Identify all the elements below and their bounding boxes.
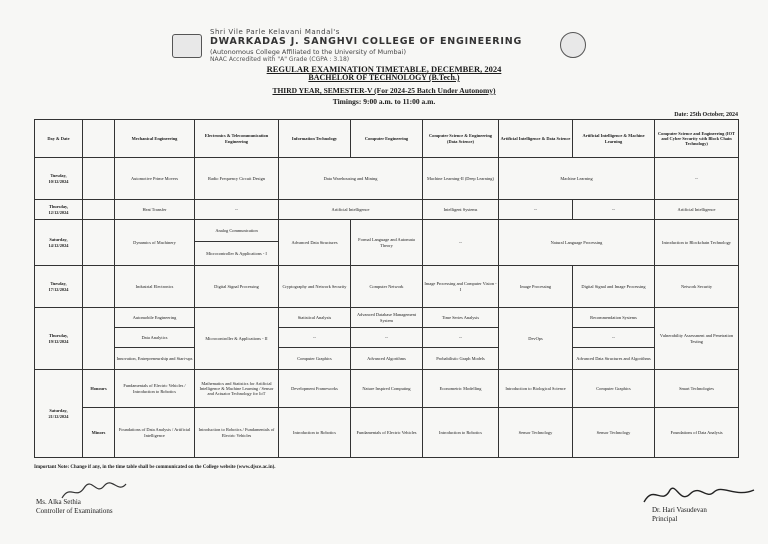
degree-title: BACHELOR OF TECHNOLOGY (B.Tech.) — [308, 73, 460, 82]
table-row — [35, 348, 739, 370]
table-cell: Heat Transfer — [115, 200, 195, 220]
important-note: Important Note: Change if any, in the time table shall be communicated on the College website (www.djsce.ac.in). — [34, 465, 276, 470]
table-cell: Introduction to Robotics — [423, 408, 499, 458]
table-row — [35, 408, 739, 458]
table-cell: Image Processing — [499, 266, 573, 308]
table-cell: Advanced Database Management System — [351, 308, 423, 328]
table-cell: -- — [499, 200, 573, 220]
table-cell: Development Frameworks — [279, 370, 351, 408]
college-seal-icon — [560, 32, 586, 58]
timings: Timings: 9:00 a.m. to 11:00 a.m. — [332, 97, 436, 106]
day-cell: Tuesday, 10/12/2024 — [35, 158, 83, 200]
table-cell: Automobile Engineering — [115, 308, 195, 328]
table-cell: Mathematics and Statistics for Artificial Intelligence & Machine Learning / Sensor and Actuator Technology for IoT — [195, 370, 279, 408]
table-cell: Probabilistic Graph Models — [423, 348, 499, 370]
col-comp: Computer Engineering — [351, 120, 423, 158]
table-cell: -- — [195, 200, 279, 220]
table-cell: Innovation, Entrepreneurship and Start-ups — [115, 348, 195, 370]
table-cell: Introduction to Robotics / Fundamentals of Electric Vehicles — [195, 408, 279, 458]
table-cell: Analog Communication — [195, 220, 279, 242]
table-row — [35, 328, 739, 348]
table-cell: Intelligent Systems — [423, 200, 499, 220]
table-cell: -- — [573, 328, 655, 348]
table-cell: Advanced Data Structures and Algorithms — [573, 348, 655, 370]
affiliation: (Autonomous College Affiliated to the University of Mumbai) — [210, 48, 407, 56]
day-cell: Saturday, 21/12/2024 — [35, 370, 83, 458]
semester-title: THIRD YEAR, SEMESTER-V (For 2024-25 Batch Under Autonomy) — [272, 86, 496, 95]
honours-label: Honours — [83, 370, 115, 408]
table-cell: Microcontroller & Applications - I — [195, 242, 279, 266]
col-iot: Computer Science and Engineering (IOT and Cyber Security with Block Chain Technology) — [655, 120, 739, 158]
table-cell: -- — [279, 328, 351, 348]
table-cell: Machine Learning — [499, 158, 655, 200]
principal-signature-block — [652, 506, 707, 524]
table-cell: Image Processing and Computer Vision - I — [423, 266, 499, 308]
table-cell: Formal Language and Automata Theory — [351, 220, 423, 266]
table-cell: Natural Language Processing — [499, 220, 655, 266]
exam-title: REGULAR EXAMINATION TIMETABLE, DECEMBER, 2024 — [266, 64, 502, 74]
minors-label: Minors — [83, 408, 115, 458]
col-csds: Computer Science & Engineering (Data Science) — [423, 120, 499, 158]
issue-date: Date: 25th October, 2024 — [674, 112, 738, 118]
day-cell: Thursday, 12/12/2024 — [35, 200, 83, 220]
table-cell: Dynamics of Machinery — [115, 220, 195, 266]
table-cell: Fundamentals of Electric Vehicles — [351, 408, 423, 458]
table-row — [35, 308, 739, 328]
table-row — [35, 200, 739, 220]
svkm-logo-icon — [172, 34, 202, 58]
table-row — [35, 220, 739, 242]
table-cell: Cryptography and Network Security — [279, 266, 351, 308]
table-cell: Automotive Prime Movers — [115, 158, 195, 200]
principal-title: Principal — [652, 515, 678, 523]
table-cell: Introduction to Robotics — [279, 408, 351, 458]
trust-name: Shri Vile Parle Kelavani Mandal's — [210, 28, 340, 36]
table-cell: Nature Inspired Computing — [351, 370, 423, 408]
table-cell: Data Analytics — [115, 328, 195, 348]
table-cell: Sensor Technology — [499, 408, 573, 458]
day-cell: Saturday, 14/12/2024 — [35, 220, 83, 266]
controller-signature-block — [36, 498, 113, 516]
table-cell: Artificial Intelligence — [279, 200, 423, 220]
table-cell: Computer Network — [351, 266, 423, 308]
college-header — [170, 22, 600, 68]
table-cell: Advanced Algorithms — [351, 348, 423, 370]
table-cell: Artificial Intelligence — [655, 200, 739, 220]
table-cell: Time Series Analysis — [423, 308, 499, 328]
table-cell: Computer Graphics — [573, 370, 655, 408]
table-cell: Sensor Technology — [573, 408, 655, 458]
controller-title: Controller of Examinations — [36, 507, 113, 515]
day-cell: Tuesday, 17/12/2024 — [35, 266, 83, 308]
table-cell: Microcontroller & Applications - II — [195, 308, 279, 370]
table-cell: Econometric Modelling — [423, 370, 499, 408]
timetable — [34, 119, 739, 458]
table-cell: Machine Learning-II (Deep Learning) — [423, 158, 499, 200]
day-cell: Thursday, 19/12/2024 — [35, 308, 83, 370]
col-aids: Artificial Intelligence & Data Science — [499, 120, 573, 158]
col-extc: Electronics & Telecommunication Engineering — [195, 120, 279, 158]
col-day: Day & Date — [35, 120, 83, 158]
table-cell: Computer Graphics — [279, 348, 351, 370]
table-cell: Introduction to Blockchain Technology — [655, 220, 739, 266]
table-cell: Digital Signal Processing — [195, 266, 279, 308]
table-cell: Network Security — [655, 266, 739, 308]
principal-signature-icon — [640, 482, 760, 508]
table-cell: Digital Signal and Image Processing — [573, 266, 655, 308]
table-cell: DevOps — [499, 308, 573, 370]
table-cell: Advanced Data Structures — [279, 220, 351, 266]
table-cell: Foundations of Data Analysis / Artificial Intelligence — [115, 408, 195, 458]
table-cell: -- — [351, 328, 423, 348]
table-cell: Statistical Analysis — [279, 308, 351, 328]
table-row — [35, 158, 739, 200]
table-cell: Smart Technologies — [655, 370, 739, 408]
table-cell: Recommendation Systems — [573, 308, 655, 328]
table-cell: -- — [655, 158, 739, 200]
college-name: DWARKADAS J. SANGHVI COLLEGE OF ENGINEERING — [210, 36, 523, 47]
table-cell: Vulnerability Assessment and Penetration Testing — [655, 308, 739, 370]
table-row — [35, 370, 739, 408]
table-cell: -- — [573, 200, 655, 220]
table-cell: Radio Frequency Circuit Design — [195, 158, 279, 200]
table-cell: -- — [423, 328, 499, 348]
col-it: Information Technology — [279, 120, 351, 158]
controller-name: Ms. Alka Sethia — [36, 498, 81, 506]
col-blank — [83, 120, 115, 158]
header-row — [35, 120, 739, 158]
col-aiml: Artificial Intelligence & Machine Learning — [573, 120, 655, 158]
principal-name: Dr. Hari Vasudevan — [652, 506, 707, 514]
table-cell: Foundations of Data Analysis — [655, 408, 739, 458]
table-cell: Introduction to Biological Science — [499, 370, 573, 408]
col-mech: Mechanical Engineering — [115, 120, 195, 158]
table-cell: Data Warehousing and Mining — [279, 158, 423, 200]
accreditation: NAAC Accredited with "A" Grade (CGPA : 3.18) — [210, 56, 350, 63]
table-row — [35, 266, 739, 308]
table-cell: Industrial Electronics — [115, 266, 195, 308]
table-cell: Fundamentals of Electric Vehicles / Introduction to Robotics — [115, 370, 195, 408]
table-cell: -- — [423, 220, 499, 266]
